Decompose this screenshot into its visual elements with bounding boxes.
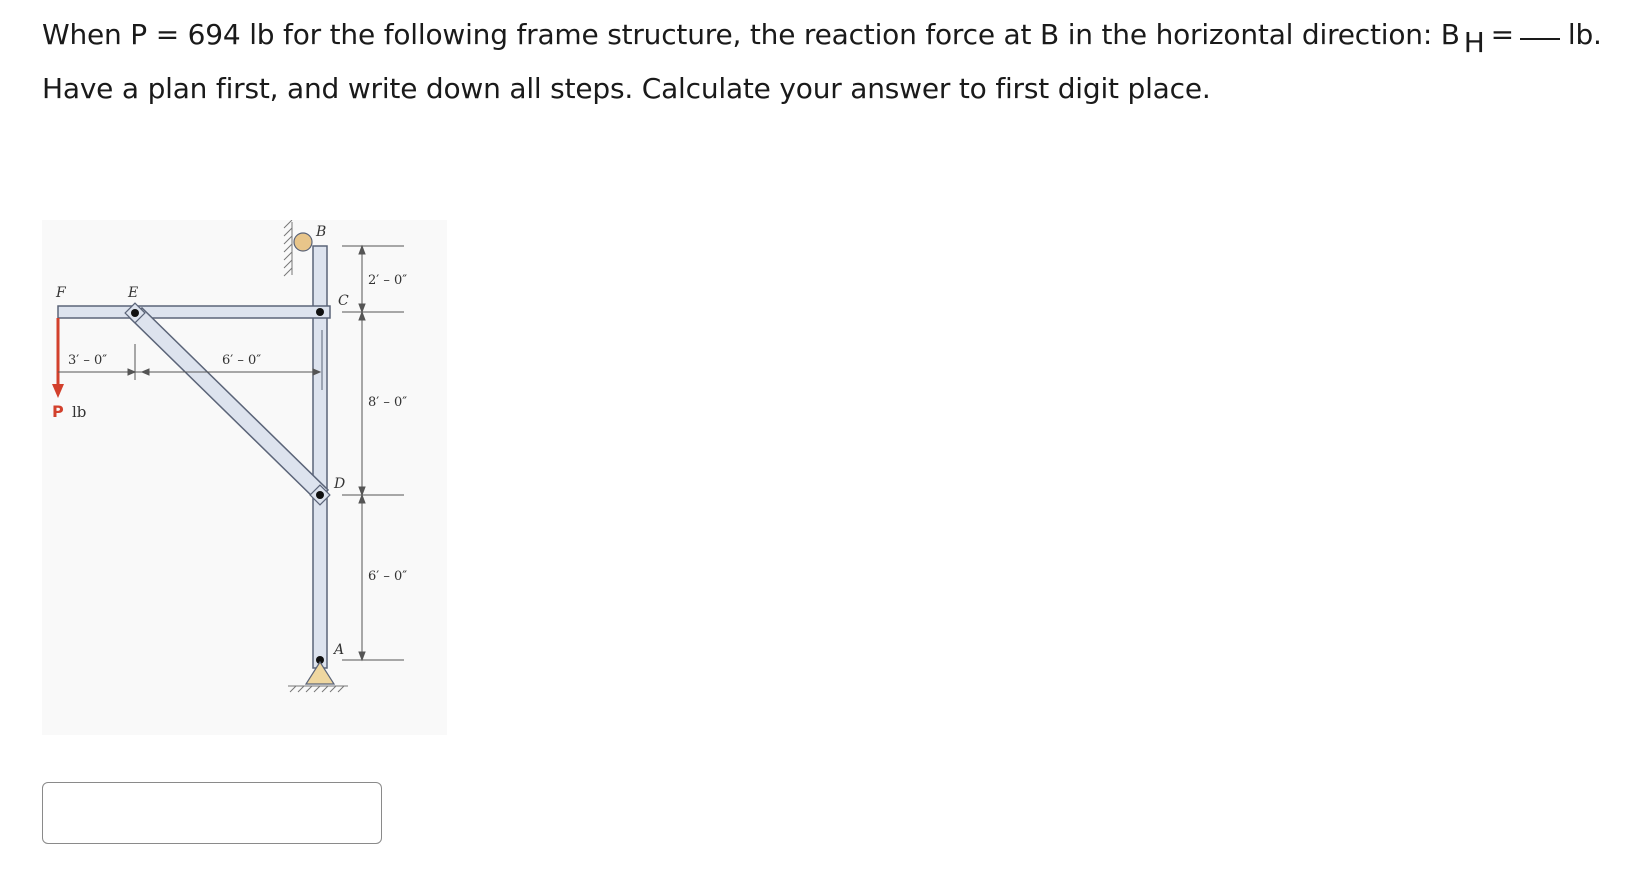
label-a: A (334, 642, 345, 658)
answer-input[interactable] (42, 782, 382, 844)
frame-figure (42, 220, 447, 735)
pin-e (131, 309, 139, 317)
question-equals: = (1490, 18, 1514, 51)
dim-label-3ft: 3′ – 0″ (68, 353, 108, 368)
load-unit: lb (72, 403, 87, 421)
question-text-line-2: Have a plan first, and write down all steps. Calculate your answer to first digit place. (42, 72, 1211, 105)
beam-member-fc (58, 306, 330, 318)
label-b: B (316, 224, 327, 240)
question-unit: lb. (1567, 18, 1602, 51)
load-symbol: P (52, 402, 64, 421)
pin-c (316, 308, 324, 316)
label-f: F (56, 285, 66, 301)
dim-label-2ft: 2′ – 0″ (368, 273, 408, 288)
pin-d (316, 491, 324, 499)
question-text-line-1 (42, 18, 1602, 59)
label-d: D (334, 476, 346, 492)
dim-label-6ft-vertical: 6′ – 0″ (368, 569, 408, 584)
dim-label-8ft: 8′ – 0″ (368, 395, 408, 410)
answer-blank (1520, 38, 1560, 40)
figure-background (42, 220, 447, 735)
label-c: C (338, 293, 349, 309)
roller-support-b (294, 233, 312, 251)
dim-label-6ft-horizontal: 6′ – 0″ (222, 353, 262, 368)
label-e: E (128, 285, 139, 301)
question-subscript: H (1463, 26, 1485, 59)
question-prefix: When P = 694 lb for the following frame structure, the reaction force at B in the horizontal direction: B (42, 18, 1460, 51)
